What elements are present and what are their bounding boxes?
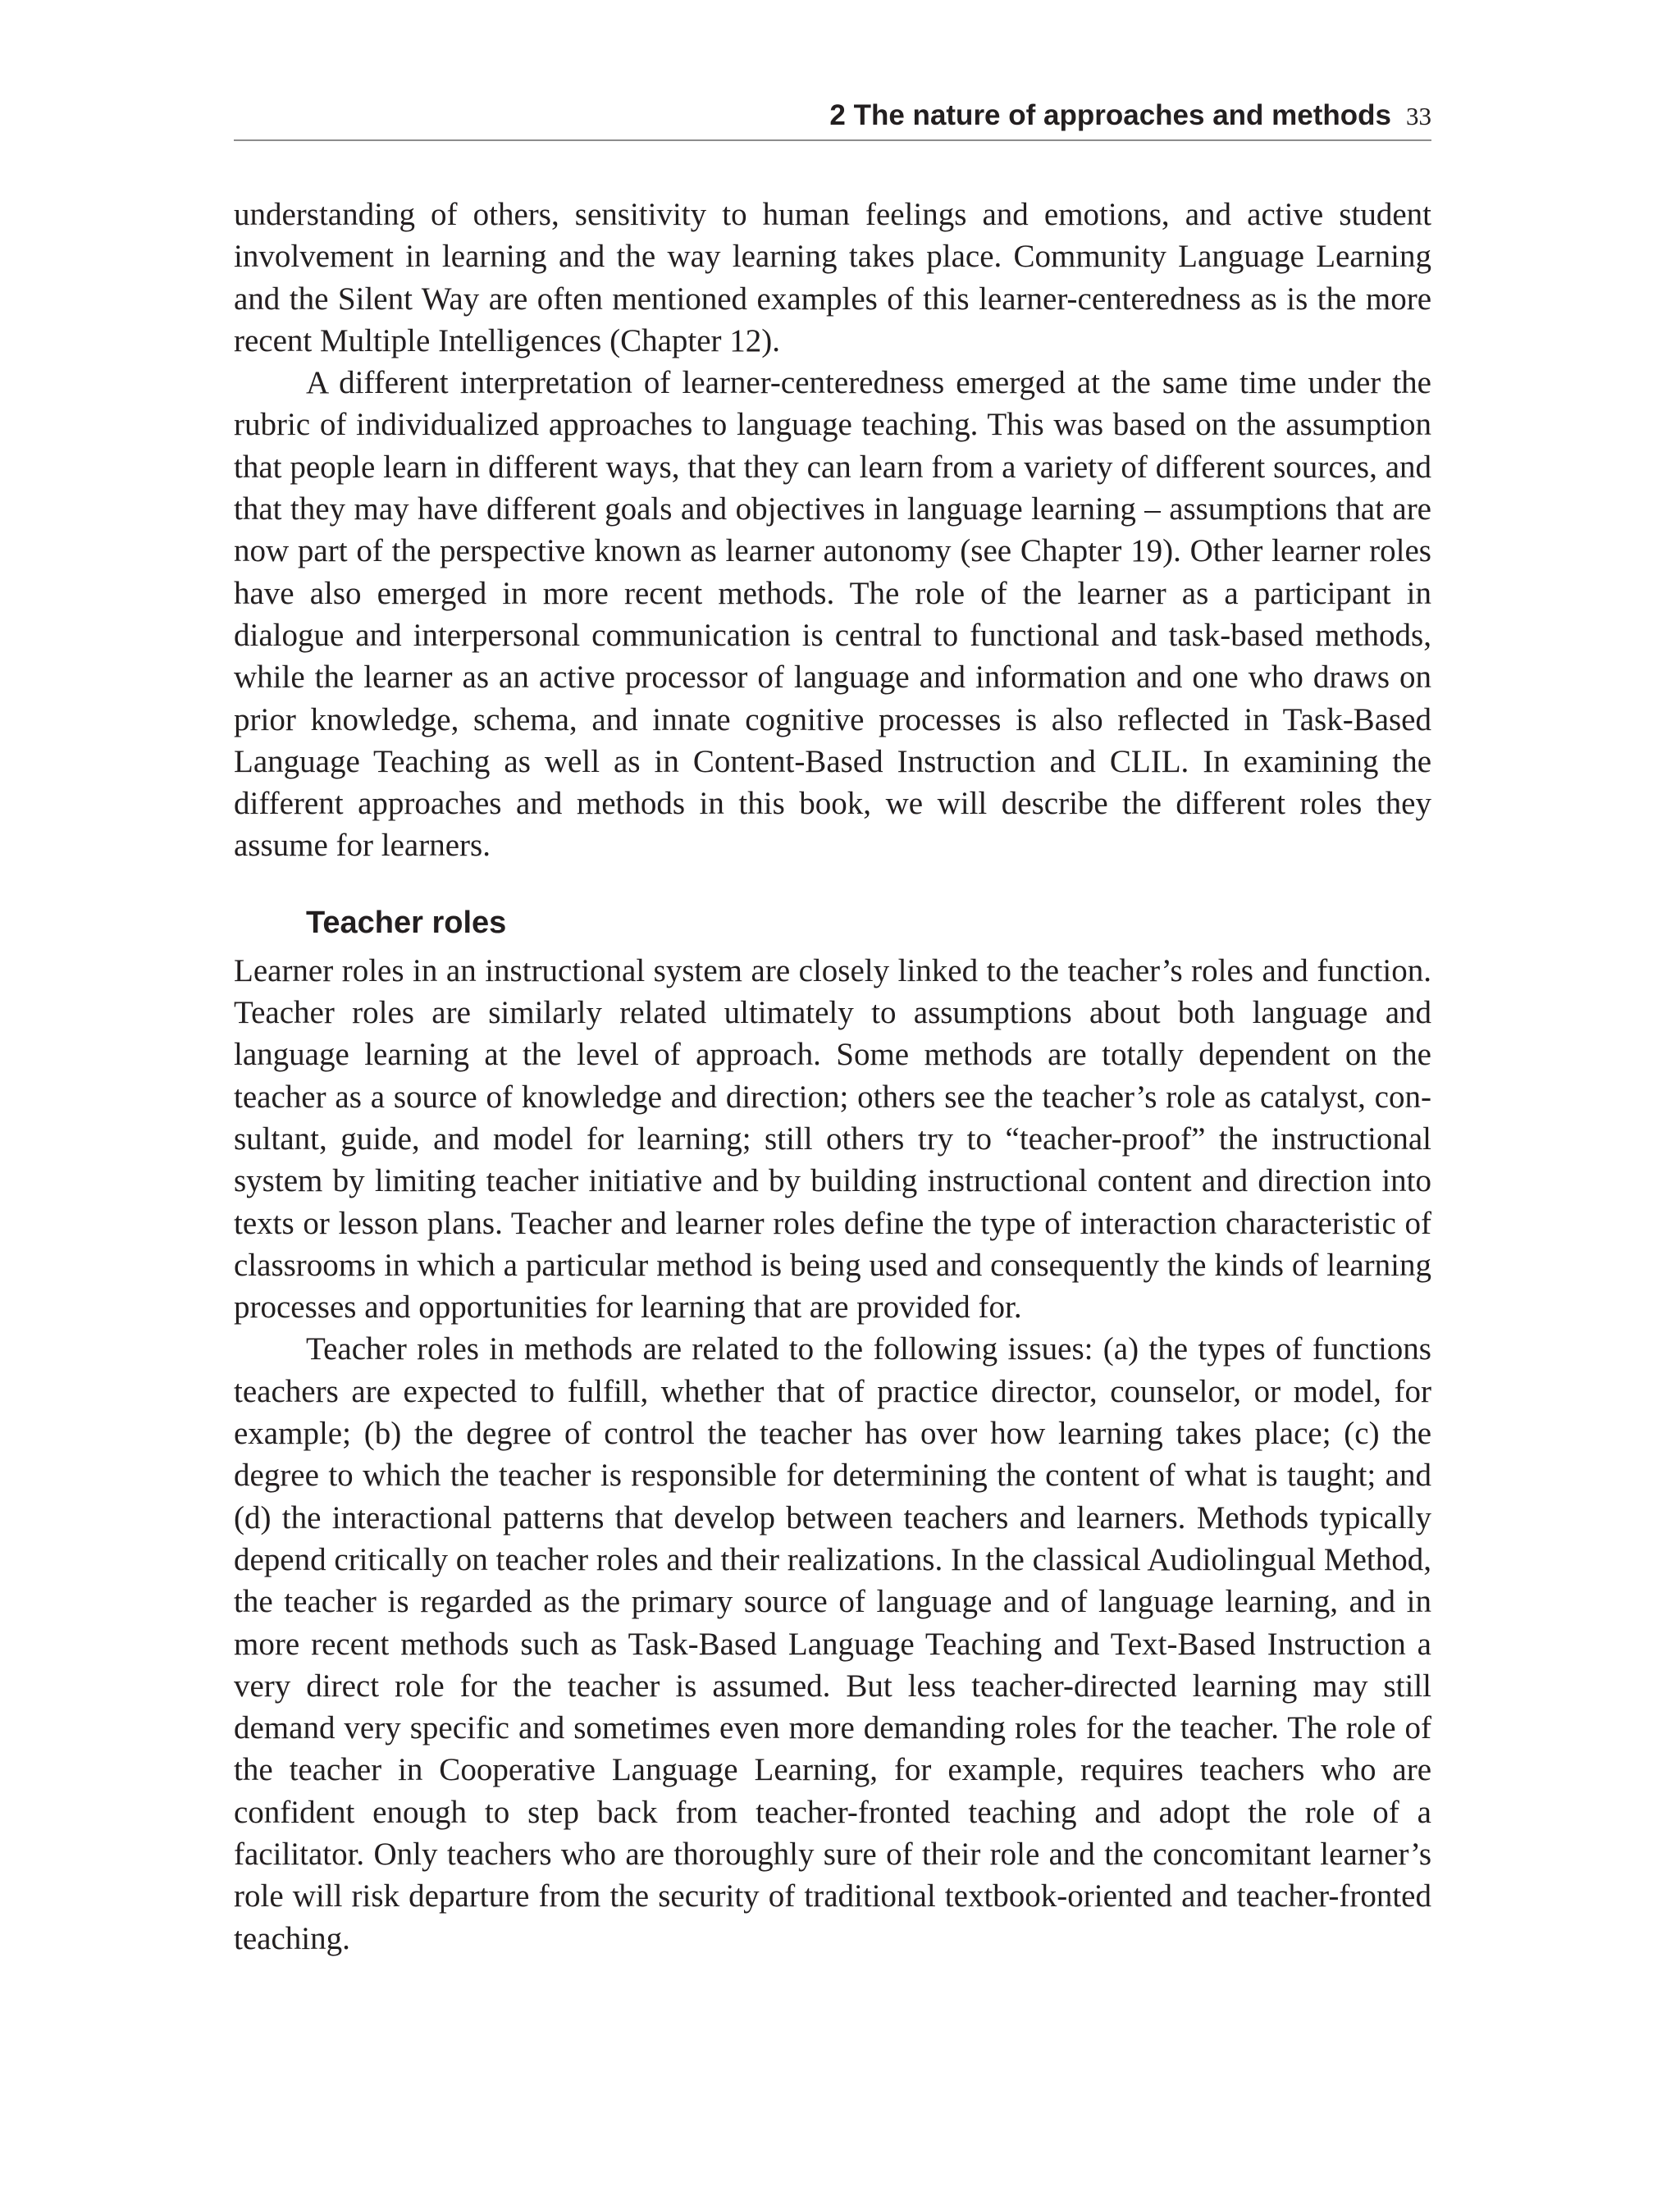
- paragraph-continued: understanding of others, sensitivity to human feelings and emotions, and active student involvement in learning and the way learning takes place. Community Language Learning and the Silent Way are often mentioned examples of this learner-centeredness as is the more recent Multiple Intelligences (Chapter 12).: [234, 197, 1431, 358]
- paragraph-learner-centeredness: A different interpretation of learner-centeredness emerged at the same time under the rubric of individualized approaches to language teaching. This was based on the assumption that people learn in different ways, that they can learn from a variety of different sources, and that they may have different goals and objectives in language learning – assumptions that are now part of the perspective known as learner autonomy (see Chapter 19). Other learner roles have also emerged in more recent methods. The role of the learner as a participant in dialogue and interpersonal communication is central to functional and task-based methods, while the learner as an active processor of language and information and one who draws on prior knowledge, schema, and innate cognitive processes is also reflected in Task-Based Language Teaching as well as in Content-Based Instruction and CLIL. In examining the different approaches and methods in this book, we will describe the different roles they assume for learners.: [234, 365, 1431, 864]
- paragraph-teacher-roles-intro: Learner roles in an instructional system are closely linked to the teacher’s roles and function. Teacher roles are similarly related ultimately to assumptions about both language and language learning at the level of approach. Some methods are totally dependent on the teacher as a source of knowledge and direction; others see the teacher’s role as catalyst, consultant, guide, and model for learning; still others try to “teacher-proof” the instructional system by limiting teacher initiative and by building instructional content and direction into texts or lesson plans. Teacher and learner roles define the type of interaction characteristic of classrooms in which a particular method is being used and consequently the kinds of learning processes and opportunities for learning that are provided for.: [234, 952, 1431, 1326]
- section-heading-teacher-roles: Teacher roles: [306, 905, 507, 940]
- page-number: 33: [1406, 102, 1431, 130]
- body-text: [234, 194, 1431, 1960]
- running-head-chapter-title: 2 The nature of approaches and methods: [829, 99, 1391, 131]
- running-head: [234, 97, 1431, 141]
- paragraph-teacher-roles-issues: Teacher roles in methods are related to the following issues: (a) the types of functions teachers are expected to fulfill, whether that of practice director, counselor, or model, for example; (b) the degree of control the teacher has over how learning takes place; (c) the degree to which the teacher is responsible for determining the content of what is taught; and (d) the interactional patterns that develop between teachers and learners. Methods typically depend critically on teacher roles and their realizations. In the classical Audiolingual Method, the teacher is regarded as the primary source of language and of language learning, and in more recent methods such as Task-Based Language Teaching and Text-Based Instruction a very direct role for the teacher is assumed. But less teacher-directed learning may still demand very specific and sometimes even more demanding roles for the teacher. The role of the teacher in Cooperative Language Learning, for example, requires teachers who are confident enough to step back from teacher-fronted teaching and adopt the role of a facilitator. Only teachers who are thoroughly sure of their role and the concomitant learner’s role will risk departure from the security of traditional textbook-oriented and teacher-fronted teaching.: [234, 1331, 1431, 1956]
